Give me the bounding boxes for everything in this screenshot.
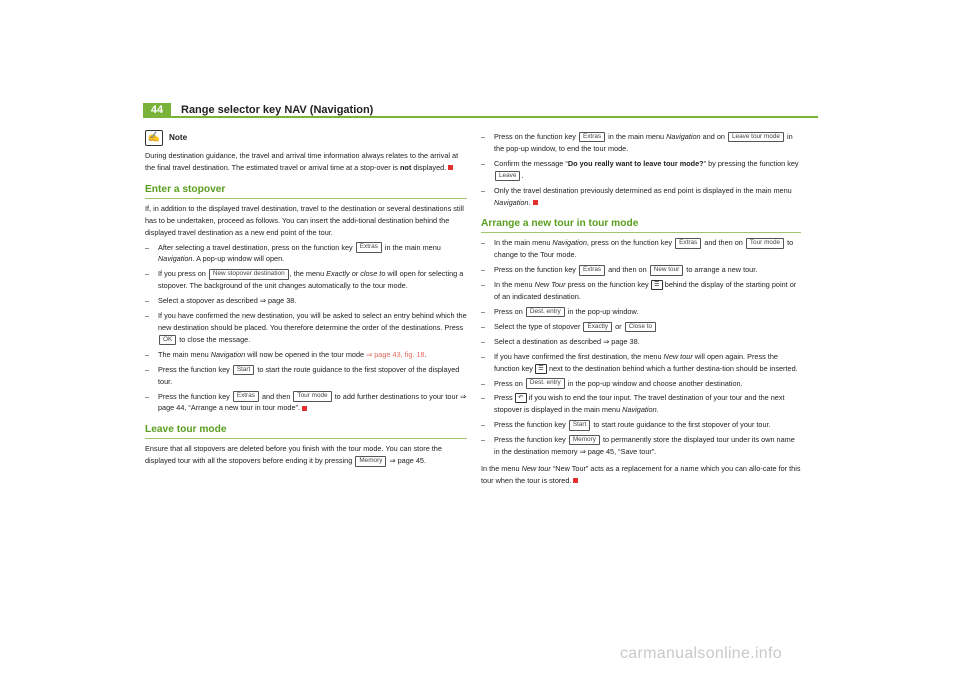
note-title: Note xyxy=(169,133,188,143)
extras-key: Extras xyxy=(356,242,382,252)
note-text: During destination guidance, the travel and arrival time information always relates to the arrival at the final travel destination. The estimated travel or arrival time at a stop-over is not displayed. xyxy=(145,151,459,172)
list-item: – In the main menu Navigation, press on the function key Extras and then on Tour mode to change to the Tour mode. xyxy=(481,238,794,260)
list-item: – The main menu Navigation will now be opened in the tour mode ⇒ page 43, fig. 18. xyxy=(145,349,427,359)
list-item: – Press on the function key Extras and then on New tour to arrange a new tour. xyxy=(481,265,758,275)
menu-key-icon: ☰ xyxy=(651,280,663,290)
tour-mode-key: Tour mode xyxy=(746,238,784,248)
list-item: – Only the travel destination previously determined as end point is displayed in the main menu Navigation. xyxy=(481,185,792,207)
closing-paragraph: In the menu New tour “New Tour” acts as a replacement for a name which you can allo-cate for this tour when the tour is stored. xyxy=(481,463,801,485)
extras-key: Extras xyxy=(579,265,605,275)
list-item: – Press the function key Memory to permanently store the displayed tour under its own name in the destination memory ⇒ page 45, “Save tour”. xyxy=(481,435,795,457)
leave-intro: Ensure that all stopovers are deleted before you finish with the tour mode. You can store the displayed tour with all the stopovers before ending it by pressing Memory ⇒ page 45. xyxy=(145,444,442,466)
list-item: – Press the function key Start to start route guidance to the first stopover of your tour. xyxy=(481,420,771,430)
list-item: – Select a stopover as described ⇒ page 38. xyxy=(145,296,297,306)
extras-key: Extras xyxy=(675,238,701,248)
list-item: – After selecting a travel destination, press on the function key Extras in the main menu Navigation. A pop-up window will open. xyxy=(145,242,441,264)
new-tour-key: New tour xyxy=(650,265,684,275)
section-end-mark xyxy=(573,478,578,483)
list-item: – In the menu New Tour press on the function key ☰ behind the display of the starting point or of an indicated destination. xyxy=(481,280,797,302)
list-item: – Press the function key Start to start the route guidance to the first stopover of the displayed tour. xyxy=(145,364,460,386)
list-item: – If you press on New stopover destination , the menu Exactly or close to will open for selecting a stopover. The background of the unit changes automatically to the tour mode. xyxy=(145,269,464,291)
exactly-key: Exactly xyxy=(583,322,612,332)
stopover-intro: If, in addition to the displayed travel destination, travel to the destination or several destinations still has to be undertaken, proceed as follows. You can insert the addi-tional destination behind the displayed travel destination as a new end point of the tour. xyxy=(145,203,464,237)
memory-key: Memory xyxy=(355,456,386,466)
new-stopover-key: New stopover destination xyxy=(209,269,289,279)
list-item: – If you have confirmed the new destination, you will be asked to select an entry behind which the new destination should be placed. You therefore determine the order of the destinations. Press OK to close the message. xyxy=(145,311,467,344)
list-item: – Press on Dest. entry in the pop-up window. xyxy=(481,306,639,316)
section-end-mark xyxy=(302,406,307,411)
start-key: Start xyxy=(233,365,255,375)
section-heading-arrange: Arrange a new tour in tour mode xyxy=(481,217,801,233)
leave-tour-mode-key: Leave tour mode xyxy=(728,132,784,142)
list-item: – Press on the function key Extras in the main menu Navigation and on Leave tour mode in the pop-up window, to end the tour mode. xyxy=(481,132,793,153)
ok-key: OK xyxy=(159,335,176,345)
right-column xyxy=(481,128,801,487)
close-to-key: Close to xyxy=(625,322,656,332)
leave-key: Leave xyxy=(495,171,520,181)
menu-key-icon: ☰ xyxy=(535,364,547,374)
list-item: – Press ↶ if you wish to end the tour input. The travel destination of your tour and the next stopover is displayed in the main menu Navigation. xyxy=(481,393,785,415)
note-header xyxy=(145,130,467,146)
dest-entry-key: Dest. entry xyxy=(526,378,565,388)
watermark: carmanualsonline.info xyxy=(620,645,782,662)
page-title: Range selector key NAV (Navigation) xyxy=(181,104,374,116)
memory-key: Memory xyxy=(569,435,600,445)
extras-key: Extras xyxy=(579,132,605,142)
extras-key: Extras xyxy=(233,391,259,401)
list-item: – Press the function key Extras and then Tour mode to add further destinations to your tour ⇒ page 44, “Arrange a new tour in tour mode”. xyxy=(145,391,467,413)
list-item: – Select a destination as described ⇒ page 38. xyxy=(481,336,640,346)
back-arrow-icon: ↶ xyxy=(515,393,527,403)
left-column xyxy=(145,130,467,467)
section-end-mark xyxy=(448,165,453,170)
page-reference-link[interactable]: ⇒ page 43, fig. 18 xyxy=(366,349,425,359)
list-item: – Press on Dest. entry in the pop-up window and choose another destination. xyxy=(481,378,743,388)
note-icon: ✍ xyxy=(145,130,163,146)
header-rule xyxy=(143,116,818,118)
dest-entry-key: Dest. entry xyxy=(526,307,565,317)
list-item: – If you have confirmed the first destination, the menu New tour will open again. Press the function key ☰ next to the destination behind which a further destina-tion should be inserted. xyxy=(481,351,798,373)
start-key: Start xyxy=(569,420,591,430)
section-end-mark xyxy=(533,200,538,205)
page-number: 44 xyxy=(143,103,171,118)
section-heading-stopover: Enter a stopover xyxy=(145,183,467,199)
tour-mode-key: Tour mode xyxy=(293,391,331,401)
section-heading-leave: Leave tour mode xyxy=(145,423,467,439)
list-item: – Confirm the message “Do you really want to leave tour mode?” by pressing the function key Leave . xyxy=(481,158,799,180)
list-item: – Select the type of stopover Exactly or Close to xyxy=(481,321,801,333)
